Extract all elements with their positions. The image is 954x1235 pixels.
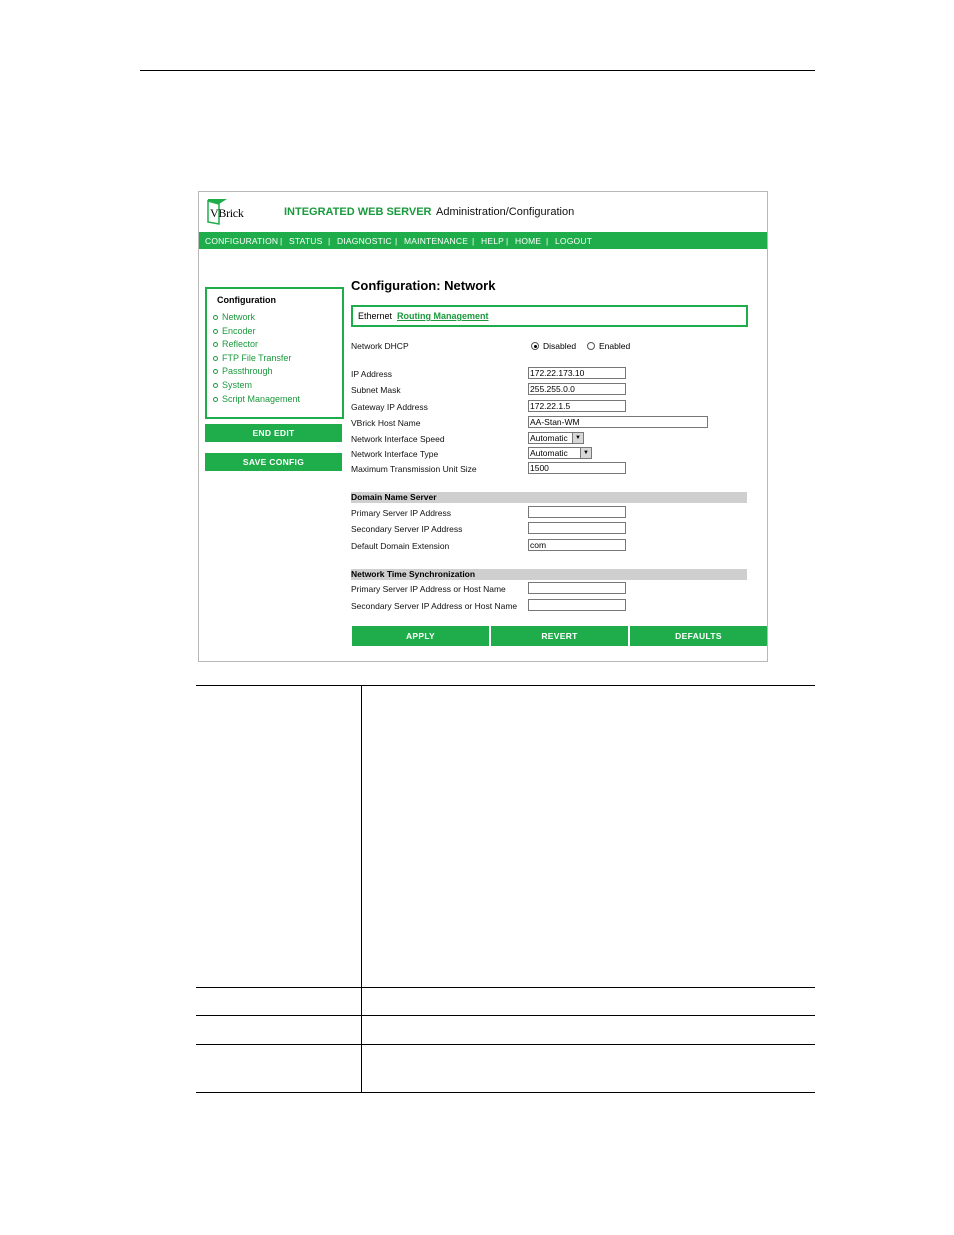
app-subtitle: Administration/Configuration — [436, 206, 575, 218]
ntp-primary-input[interactable] — [528, 582, 626, 594]
bullet-icon — [213, 369, 218, 374]
sidebar-item-ftp[interactable] — [213, 353, 291, 363]
table-row-rule — [196, 987, 815, 988]
gateway-input[interactable]: 172.22.1.5 — [528, 400, 626, 412]
sidebar-item-label: System — [222, 380, 253, 390]
nav-separator: | — [546, 236, 549, 246]
subnet-mask-label: Subnet Mask — [351, 385, 401, 395]
mtu-label: Maximum Transmission Unit Size — [351, 464, 477, 474]
table-column-divider — [361, 685, 362, 1092]
sidebar-item-label: Passthrough — [222, 366, 273, 376]
dhcp-disabled-radio[interactable] — [531, 341, 576, 351]
tab-strip — [351, 305, 748, 327]
table-bottom-rule — [196, 1092, 815, 1093]
sidebar-item-encoder[interactable] — [213, 326, 256, 336]
app-title: INTEGRATED WEB SERVER — [284, 206, 432, 218]
interface-type-select[interactable] — [528, 447, 592, 459]
bullet-icon — [213, 329, 218, 334]
bullet-icon — [213, 315, 218, 320]
sidebar-item-label: FTP File Transfer — [222, 353, 292, 363]
nav-separator: | — [328, 236, 331, 246]
dhcp-label: Network DHCP — [351, 341, 409, 351]
table-row-rule — [196, 1015, 815, 1016]
ip-address-label: IP Address — [351, 369, 392, 379]
tab-routing-management[interactable]: Routing Management — [397, 311, 489, 321]
dhcp-enabled-radio[interactable] — [587, 341, 630, 351]
radio-checked-icon — [531, 342, 539, 350]
bullet-icon — [213, 383, 218, 388]
nav-separator: | — [395, 236, 398, 246]
nav-diagnostic[interactable]: DIAGNOSTIC — [337, 236, 392, 246]
nav-help[interactable]: HELP — [481, 236, 505, 246]
dns-primary-label: Primary Server IP Address — [351, 508, 451, 518]
domain-extension-label: Default Domain Extension — [351, 541, 450, 551]
nav-logout[interactable]: LOGOUT — [555, 236, 593, 246]
interface-type-label: Network Interface Type — [351, 449, 439, 459]
logo-text: VBrick — [210, 206, 244, 220]
domain-extension-input[interactable]: com — [528, 539, 626, 551]
top-nav-bar — [199, 232, 767, 249]
nav-status[interactable]: STATUS — [289, 236, 323, 246]
nav-separator: | — [506, 236, 509, 246]
ntp-primary-label: Primary Server IP Address or Host Name — [351, 584, 506, 594]
sidebar-item-passthrough[interactable] — [213, 366, 273, 376]
nav-configuration[interactable]: CONFIGURATION — [205, 236, 279, 246]
browser-screenshot-frame — [198, 191, 768, 662]
save-config-button[interactable]: SAVE CONFIG — [205, 453, 342, 471]
dns-secondary-input[interactable] — [528, 522, 626, 534]
ntp-secondary-input[interactable] — [528, 599, 626, 611]
radio-label: Disabled — [543, 341, 577, 351]
tab-ethernet[interactable]: Ethernet — [358, 311, 393, 321]
host-name-label: VBrick Host Name — [351, 418, 421, 428]
bullet-icon — [213, 397, 218, 402]
chevron-down-icon: ▼ — [580, 448, 591, 458]
dns-section-header: Domain Name Server — [351, 492, 747, 503]
end-edit-button[interactable]: END EDIT — [205, 424, 342, 442]
select-value: Automatic — [530, 448, 568, 458]
page-title: Configuration: Network — [351, 278, 496, 293]
subnet-mask-input[interactable]: 255.255.0.0 — [528, 383, 626, 395]
sidebar-item-script-management[interactable] — [213, 394, 300, 404]
sidebar-config-menu — [205, 287, 344, 419]
table-row-rule — [196, 1044, 815, 1045]
host-name-input[interactable]: AA-Stan-WM — [528, 416, 708, 428]
apply-button[interactable]: APPLY — [352, 626, 489, 646]
sidebar-title: Configuration — [217, 295, 276, 305]
mtu-input[interactable]: 1500 — [528, 462, 626, 474]
defaults-button[interactable]: DEFAULTS — [630, 626, 767, 646]
sidebar-item-label: Reflector — [222, 339, 259, 349]
interface-speed-label: Network Interface Speed — [351, 434, 445, 444]
ntp-secondary-label: Secondary Server IP Address or Host Name — [351, 601, 518, 611]
revert-button[interactable]: REVERT — [491, 626, 628, 646]
nav-home[interactable]: HOME — [515, 236, 542, 246]
bullet-icon — [213, 342, 218, 347]
sidebar-item-label: Network — [222, 312, 256, 322]
radio-unchecked-icon — [587, 342, 595, 350]
ip-address-input[interactable]: 172.22.173.10 — [528, 367, 626, 379]
nav-separator: | — [472, 236, 475, 246]
chevron-down-icon: ▼ — [572, 433, 583, 443]
dns-secondary-label: Secondary Server IP Address — [351, 524, 463, 534]
ntp-section-header: Network Time Synchronization — [351, 569, 747, 580]
sidebar-item-network[interactable] — [213, 312, 255, 322]
dns-primary-input[interactable] — [528, 506, 626, 518]
interface-speed-select[interactable] — [528, 432, 584, 444]
select-value: Automatic — [530, 433, 568, 443]
bullet-icon — [213, 356, 218, 361]
sidebar-item-reflector[interactable] — [213, 339, 258, 349]
sidebar-item-label: Encoder — [222, 326, 256, 336]
gateway-label: Gateway IP Address — [351, 402, 428, 412]
sidebar-item-label: Script Management — [222, 394, 301, 404]
page-top-rule — [140, 70, 815, 71]
nav-separator: | — [280, 236, 283, 246]
table-top-rule — [196, 685, 815, 686]
nav-maintenance[interactable]: MAINTENANCE — [404, 236, 469, 246]
radio-label: Enabled — [599, 341, 631, 351]
sidebar-item-system[interactable] — [213, 380, 252, 390]
